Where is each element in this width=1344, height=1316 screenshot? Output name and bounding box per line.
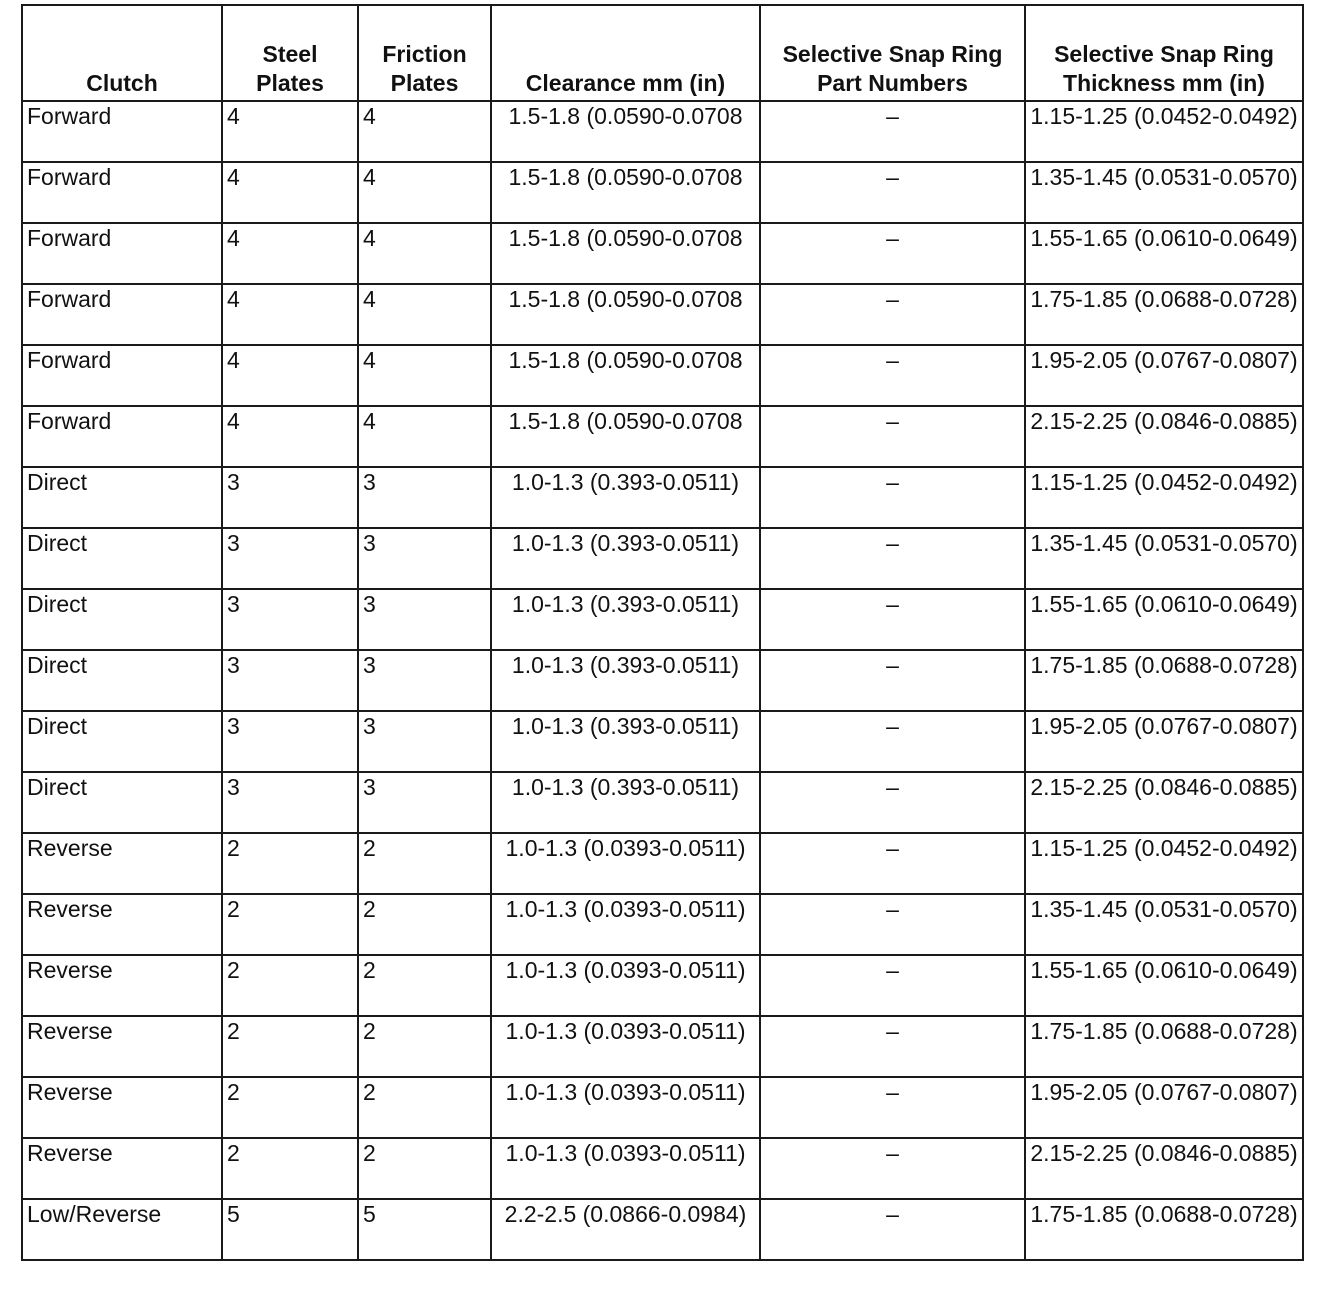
cell-thickness: 1.15-1.25 (0.0452-0.0492) xyxy=(1025,833,1303,894)
cell-steel-plates: 4 xyxy=(222,406,358,467)
table-row xyxy=(22,1199,1303,1260)
table-row xyxy=(22,528,1303,589)
cell-clutch: Direct xyxy=(22,650,222,711)
cell-clearance: 1.0-1.3 (0.0393-0.0511) xyxy=(491,833,760,894)
cell-part-number: – xyxy=(760,589,1025,650)
header-steel-plates: Steel Plates xyxy=(222,5,358,101)
cell-friction-plates: 5 xyxy=(358,1199,491,1260)
cell-steel-plates: 3 xyxy=(222,772,358,833)
table-row xyxy=(22,223,1303,284)
cell-friction-plates: 4 xyxy=(358,162,491,223)
cell-part-number: – xyxy=(760,1016,1025,1077)
table-row xyxy=(22,406,1303,467)
cell-steel-plates: 4 xyxy=(222,162,358,223)
cell-part-number: – xyxy=(760,955,1025,1016)
cell-steel-plates: 4 xyxy=(222,223,358,284)
cell-friction-plates: 3 xyxy=(358,589,491,650)
cell-part-number: – xyxy=(760,101,1025,162)
cell-clutch: Reverse xyxy=(22,955,222,1016)
cell-clutch: Direct xyxy=(22,589,222,650)
table-row xyxy=(22,589,1303,650)
cell-thickness: 1.55-1.65 (0.0610-0.0649) xyxy=(1025,955,1303,1016)
cell-clearance: 2.2-2.5 (0.0866-0.0984) xyxy=(491,1199,760,1260)
cell-part-number: – xyxy=(760,467,1025,528)
cell-friction-plates: 4 xyxy=(358,345,491,406)
cell-friction-plates: 2 xyxy=(358,1016,491,1077)
table-body xyxy=(22,101,1303,1260)
cell-thickness: 1.35-1.45 (0.0531-0.0570) xyxy=(1025,894,1303,955)
cell-friction-plates: 2 xyxy=(358,1077,491,1138)
cell-part-number: – xyxy=(760,345,1025,406)
cell-friction-plates: 3 xyxy=(358,467,491,528)
cell-part-number: – xyxy=(760,1138,1025,1199)
cell-clutch: Forward xyxy=(22,284,222,345)
cell-clearance: 1.0-1.3 (0.393-0.0511) xyxy=(491,467,760,528)
cell-steel-plates: 3 xyxy=(222,711,358,772)
cell-part-number: – xyxy=(760,1199,1025,1260)
cell-clutch: Direct xyxy=(22,528,222,589)
cell-steel-plates: 3 xyxy=(222,650,358,711)
table-row xyxy=(22,162,1303,223)
cell-thickness: 1.55-1.65 (0.0610-0.0649) xyxy=(1025,223,1303,284)
table-header xyxy=(22,5,1303,101)
cell-part-number: – xyxy=(760,528,1025,589)
cell-steel-plates: 4 xyxy=(222,101,358,162)
cell-clutch: Direct xyxy=(22,772,222,833)
table-row xyxy=(22,711,1303,772)
cell-thickness: 1.35-1.45 (0.0531-0.0570) xyxy=(1025,162,1303,223)
cell-friction-plates: 3 xyxy=(358,650,491,711)
cell-clutch: Direct xyxy=(22,467,222,528)
cell-clearance: 1.0-1.3 (0.393-0.0511) xyxy=(491,650,760,711)
header-row xyxy=(22,5,1303,101)
header-friction-plates: Friction Plates xyxy=(358,5,491,101)
cell-thickness: 1.95-2.05 (0.0767-0.0807) xyxy=(1025,1077,1303,1138)
cell-clutch: Low/Reverse xyxy=(22,1199,222,1260)
cell-steel-plates: 2 xyxy=(222,1077,358,1138)
table-row xyxy=(22,467,1303,528)
cell-clearance: 1.0-1.3 (0.0393-0.0511) xyxy=(491,894,760,955)
cell-friction-plates: 4 xyxy=(358,284,491,345)
cell-clearance: 1.0-1.3 (0.393-0.0511) xyxy=(491,711,760,772)
cell-clearance: 1.5-1.8 (0.0590-0.0708 xyxy=(491,162,760,223)
cell-thickness: 1.35-1.45 (0.0531-0.0570) xyxy=(1025,528,1303,589)
cell-steel-plates: 2 xyxy=(222,1138,358,1199)
cell-clearance: 1.0-1.3 (0.0393-0.0511) xyxy=(491,955,760,1016)
cell-friction-plates: 2 xyxy=(358,1138,491,1199)
cell-thickness: 1.15-1.25 (0.0452-0.0492) xyxy=(1025,101,1303,162)
header-clutch: Clutch xyxy=(22,5,222,101)
cell-clutch: Forward xyxy=(22,223,222,284)
cell-clutch: Direct xyxy=(22,711,222,772)
cell-clutch: Forward xyxy=(22,101,222,162)
table-row xyxy=(22,772,1303,833)
cell-thickness: 1.15-1.25 (0.0452-0.0492) xyxy=(1025,467,1303,528)
cell-friction-plates: 3 xyxy=(358,772,491,833)
cell-friction-plates: 4 xyxy=(358,223,491,284)
cell-part-number: – xyxy=(760,650,1025,711)
header-clearance: Clearance mm (in) xyxy=(491,5,760,101)
cell-part-number: – xyxy=(760,223,1025,284)
cell-clearance: 1.5-1.8 (0.0590-0.0708 xyxy=(491,284,760,345)
cell-thickness: 2.15-2.25 (0.0846-0.0885) xyxy=(1025,406,1303,467)
cell-part-number: – xyxy=(760,406,1025,467)
table-row xyxy=(22,101,1303,162)
cell-steel-plates: 3 xyxy=(222,528,358,589)
cell-steel-plates: 2 xyxy=(222,833,358,894)
cell-part-number: – xyxy=(760,284,1025,345)
cell-clutch: Reverse xyxy=(22,1077,222,1138)
cell-clearance: 1.0-1.3 (0.393-0.0511) xyxy=(491,528,760,589)
cell-thickness: 1.75-1.85 (0.0688-0.0728) xyxy=(1025,1016,1303,1077)
cell-part-number: – xyxy=(760,772,1025,833)
cell-clutch: Reverse xyxy=(22,833,222,894)
cell-clearance: 1.0-1.3 (0.393-0.0511) xyxy=(491,589,760,650)
cell-thickness: 1.95-2.05 (0.0767-0.0807) xyxy=(1025,711,1303,772)
cell-friction-plates: 3 xyxy=(358,711,491,772)
table-row xyxy=(22,894,1303,955)
cell-steel-plates: 2 xyxy=(222,894,358,955)
cell-clutch: Forward xyxy=(22,162,222,223)
cell-clearance: 1.0-1.3 (0.393-0.0511) xyxy=(491,772,760,833)
cell-clearance: 1.5-1.8 (0.0590-0.0708 xyxy=(491,406,760,467)
cell-clearance: 1.5-1.8 (0.0590-0.0708 xyxy=(491,223,760,284)
cell-friction-plates: 4 xyxy=(358,101,491,162)
cell-thickness: 2.15-2.25 (0.0846-0.0885) xyxy=(1025,1138,1303,1199)
cell-friction-plates: 2 xyxy=(358,894,491,955)
cell-clutch: Reverse xyxy=(22,894,222,955)
cell-steel-plates: 3 xyxy=(222,467,358,528)
cell-steel-plates: 2 xyxy=(222,955,358,1016)
cell-thickness: 1.95-2.05 (0.0767-0.0807) xyxy=(1025,345,1303,406)
header-part-numbers: Selective Snap Ring Part Numbers xyxy=(760,5,1025,101)
table-row xyxy=(22,284,1303,345)
cell-friction-plates: 2 xyxy=(358,833,491,894)
cell-thickness: 1.55-1.65 (0.0610-0.0649) xyxy=(1025,589,1303,650)
table-row xyxy=(22,345,1303,406)
cell-clutch: Forward xyxy=(22,345,222,406)
table-row xyxy=(22,1077,1303,1138)
cell-thickness: 2.15-2.25 (0.0846-0.0885) xyxy=(1025,772,1303,833)
cell-clutch: Reverse xyxy=(22,1016,222,1077)
cell-steel-plates: 4 xyxy=(222,345,358,406)
clutch-specification-table xyxy=(21,4,1304,1261)
cell-clearance: 1.0-1.3 (0.0393-0.0511) xyxy=(491,1138,760,1199)
cell-thickness: 1.75-1.85 (0.0688-0.0728) xyxy=(1025,650,1303,711)
cell-friction-plates: 4 xyxy=(358,406,491,467)
header-thickness: Selective Snap Ring Thickness mm (in) xyxy=(1025,5,1303,101)
cell-steel-plates: 4 xyxy=(222,284,358,345)
table-row xyxy=(22,1016,1303,1077)
cell-part-number: – xyxy=(760,162,1025,223)
cell-clearance: 1.5-1.8 (0.0590-0.0708 xyxy=(491,345,760,406)
cell-part-number: – xyxy=(760,711,1025,772)
cell-friction-plates: 2 xyxy=(358,955,491,1016)
cell-clutch: Forward xyxy=(22,406,222,467)
cell-part-number: – xyxy=(760,894,1025,955)
cell-clutch: Reverse xyxy=(22,1138,222,1199)
cell-thickness: 1.75-1.85 (0.0688-0.0728) xyxy=(1025,1199,1303,1260)
cell-clearance: 1.0-1.3 (0.0393-0.0511) xyxy=(491,1016,760,1077)
table-row xyxy=(22,650,1303,711)
cell-steel-plates: 5 xyxy=(222,1199,358,1260)
cell-thickness: 1.75-1.85 (0.0688-0.0728) xyxy=(1025,284,1303,345)
table-row xyxy=(22,833,1303,894)
cell-part-number: – xyxy=(760,1077,1025,1138)
table-row xyxy=(22,955,1303,1016)
cell-steel-plates: 3 xyxy=(222,589,358,650)
table-row xyxy=(22,1138,1303,1199)
cell-clearance: 1.5-1.8 (0.0590-0.0708 xyxy=(491,101,760,162)
cell-friction-plates: 3 xyxy=(358,528,491,589)
cell-part-number: – xyxy=(760,833,1025,894)
cell-clearance: 1.0-1.3 (0.0393-0.0511) xyxy=(491,1077,760,1138)
cell-steel-plates: 2 xyxy=(222,1016,358,1077)
